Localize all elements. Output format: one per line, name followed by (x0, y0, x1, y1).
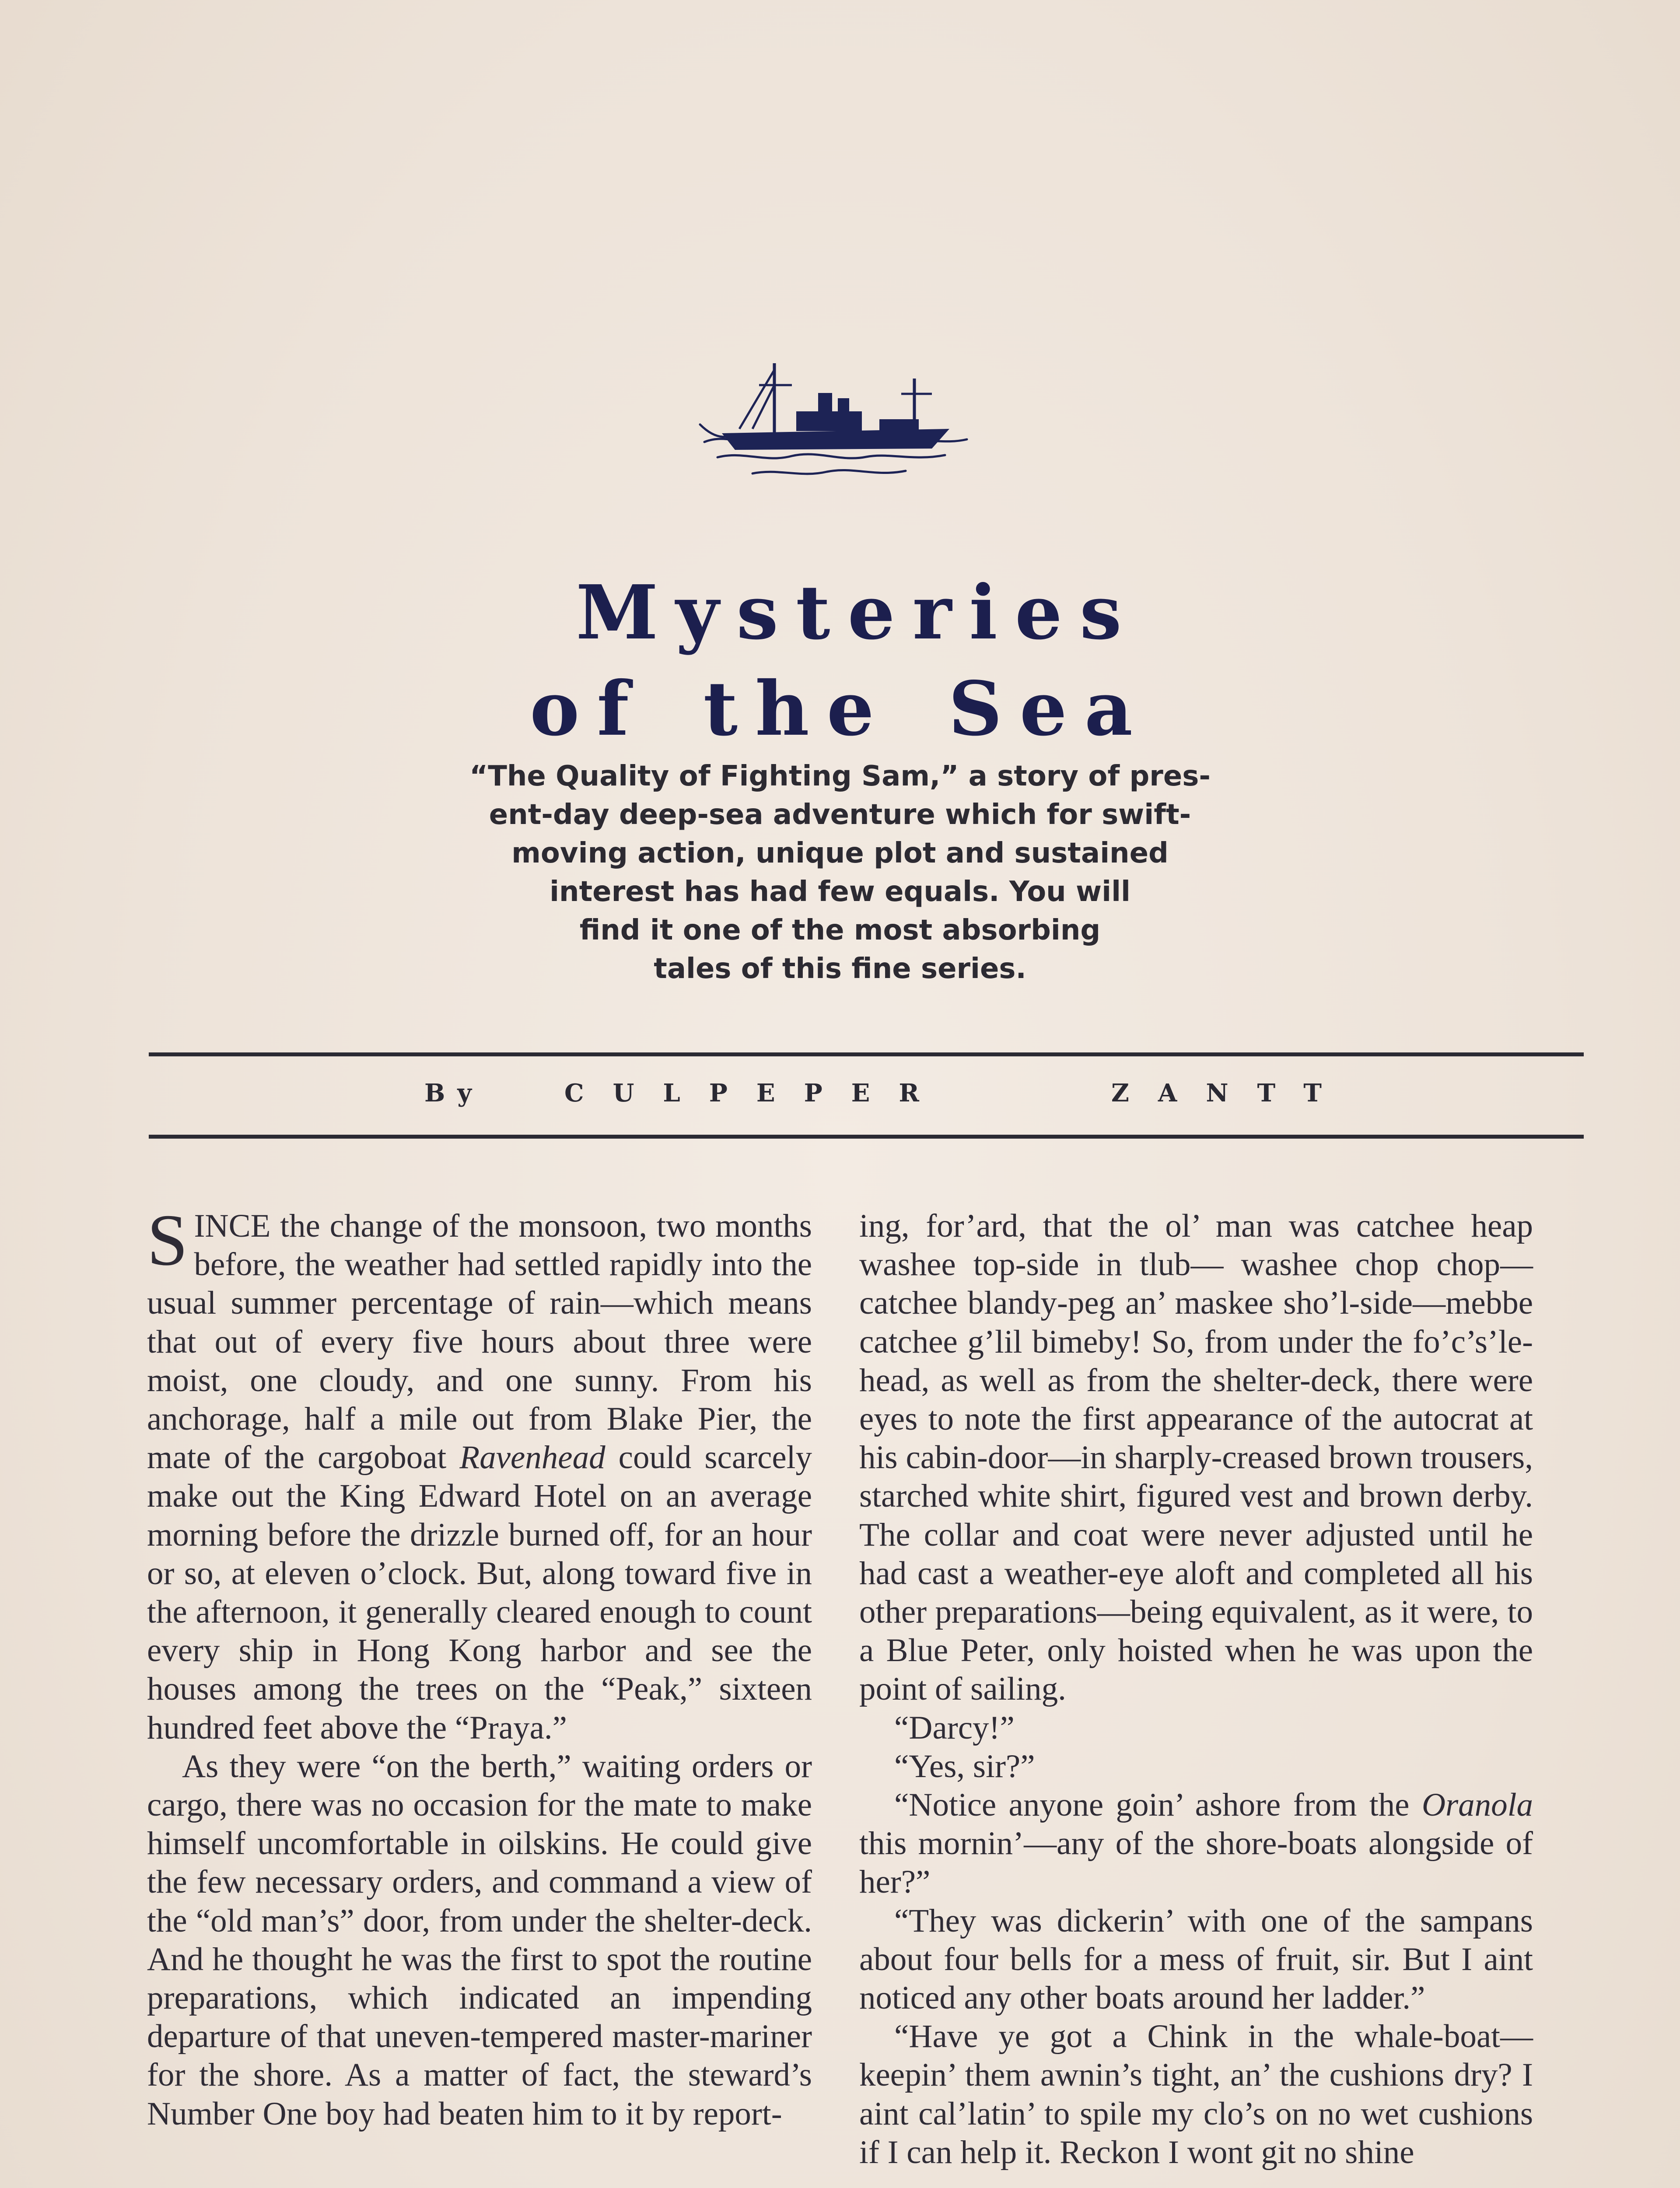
author-first-name: CULPEPER (564, 1079, 948, 1108)
steamship-icon (687, 359, 976, 490)
paragraph-text: this mornin’—any of the shore-boats alongside of her?” (859, 1825, 1533, 1900)
byline-by: By (424, 1079, 484, 1108)
deck-line: interest has had few equals. You will (550, 876, 1130, 908)
paragraph-text: “Notice anyone goin’ ashore from the (894, 1787, 1422, 1823)
paragraph: “Darcy!” (894, 1709, 1015, 1746)
paragraph: As they were “on the berth,” waiting orders or cargo, there was no occasion for the mate to make himself uncomfortable in oilskins. He could give the few necessary orders, and command a view of the “old man’s” door, from under the shelter-deck. And he thought he was the first to spot the routine preparations, which indicated an impending departure of that uneven-tempered master-mariner for the shore. As a matter of fact, the steward’s Number One boy had beaten him to it by report- (147, 1748, 812, 2132)
byline (149, 1079, 1584, 1114)
ship-name: Ravenhead (459, 1439, 606, 1476)
paragraph: “Yes, sir?” (894, 1748, 1035, 1785)
article-deck (429, 757, 1251, 988)
paragraph: “They was dickerin’ with one of the sampans about four bells for a mess of fruit, sir. But I aint noticed any other boats around her ladder.” (859, 1902, 1533, 2016)
title-word: Mysteries (576, 569, 1139, 656)
title-word: of (530, 665, 647, 753)
title-word: Sea (948, 665, 1150, 753)
deck-line: tales of this fine series. (654, 953, 1026, 985)
deck-line: “The Quality of Fighting Sam,” a story of pres- (469, 760, 1211, 792)
article-title-line-2 (0, 665, 1680, 753)
paragraph (859, 1786, 1533, 1902)
text-column-left (147, 1199, 812, 2133)
author-last-name: ZANTT (1111, 1079, 1351, 1108)
byline-rule-bottom (149, 1135, 1584, 1139)
ship-name: Oranola (1421, 1787, 1533, 1823)
text-column-right (859, 1207, 1533, 2172)
paragraph-text: INCE the change of the monsoon, two months before, the weather had settled rapidly into the usual summer percentage of rain—which means that out of every five hours about three were moist, one cloudy, and one sunny. From his anchorage, half a mile out from Blake Pier, the mate of the cargoboat (147, 1208, 812, 1476)
title-word: the (703, 665, 892, 753)
deck-line: find it one of the most absorbing (579, 914, 1101, 947)
deck-line: moving action, unique plot and sustained (511, 837, 1169, 870)
paragraph: ing, for’ard, that the ol’ man was catchee heap washee top-side in tlub— washee chop chop—catchee blandy-peg an’ maskee sho’l-side—mebbe catchee g’lil bimeby! So, from under the fo’c’s’le-head, as well as from the shelter-deck, there were eyes to note the first appearance of the autocrat at his cabin-door—in sharply-creased brown trousers, starched white shirt, figured vest and brown derby. The collar and coat were never adjusted until he had cast a weather-eye aloft and completed all his other preparations—being equivalent, as it were, to a Blue Peter, only hoisted when he was upon the point of sailing. (859, 1208, 1533, 1708)
article-title-line-1 (0, 569, 1680, 656)
drop-cap: S (147, 1199, 188, 1281)
byline-rule-top (149, 1052, 1584, 1056)
paragraph-text: could scarcely make out the King Edward Hotel on an average morning before the drizzle burned off, for an hour or so, at eleven o’clock. But, along toward five in the afternoon, it generally cleared enough to count every ship in Hong Kong harbor and see the houses among the trees on the “Peak,” sixteen hundred feet above the “Praya.” (147, 1439, 812, 1746)
paragraph: “Have ye got a Chink in the whale-boat—keepin’ them awnin’s tight, an’ the cushions dry? I aint cal’latin’ to spile my clo’s on no wet cushions if I can help it. Reckon I wont git no shine (859, 2018, 1533, 2170)
paragraph (147, 1199, 812, 1747)
deck-line: ent-day deep-sea adventure which for swift- (489, 799, 1191, 831)
